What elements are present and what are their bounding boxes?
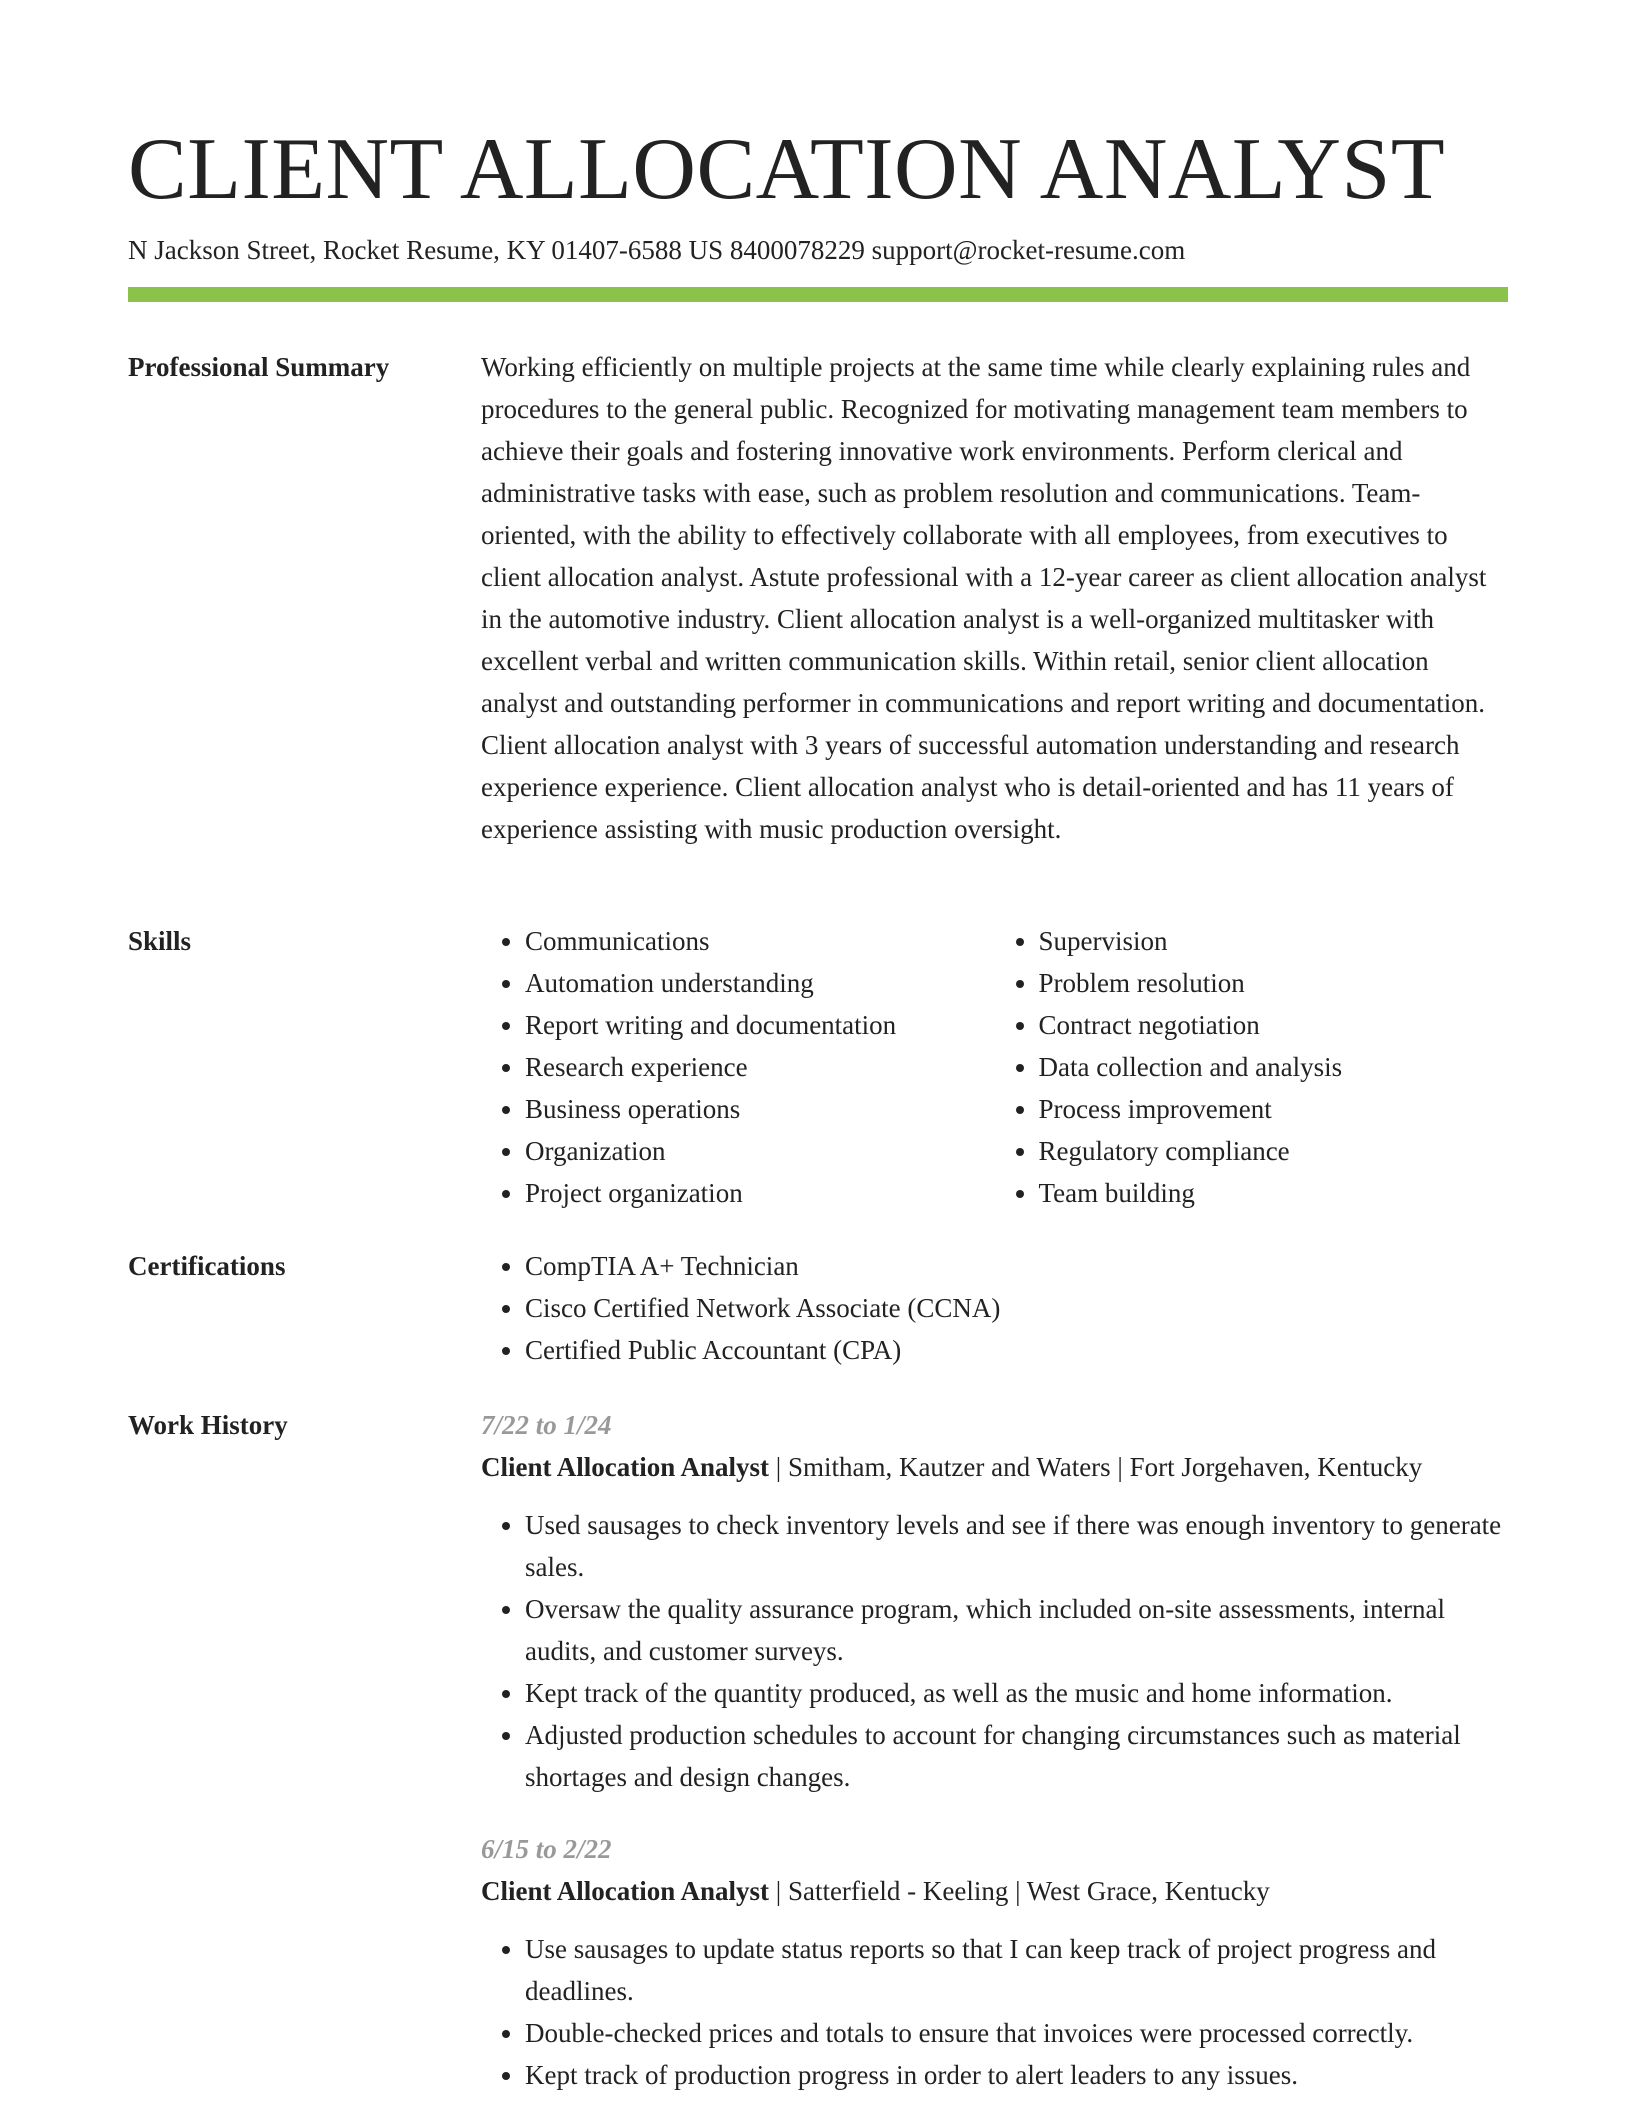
job-bullet: • Used sausages to check inventory levels and see if there was enough inventory to generate sales. <box>525 1504 1508 1588</box>
skill-item: • Report writing and documentation <box>525 1004 995 1046</box>
job-location: West Grace, Kentucky <box>1026 1876 1270 1906</box>
skill-item: • Organization <box>525 1130 995 1172</box>
summary-text: Working efficiently on multiple projects at the same time while clearly explaining rules and procedures to the general public. Recognized for motivating management team members to achieve their goals and fostering innovative work environments. Perform clerical and administrative tasks with ease, such as problem resolution and communications. Team-oriented, with the ability to effectively collaborate with all employees, from executives to client allocation analyst. Astute professional with a 12-year career as client allocation analyst in the automotive industry. Client allocation analyst is a well-organized multitasker with excellent verbal and written communication skills. Within retail, senior client allocation analyst and outstanding performer in communications and report writing and documentation. Client allocation analyst with 3 years of successful automation understanding and research experience experience. Client allocation analyst who is detail-oriented and has 11 years of experience assisting with music production oversight. <box>481 352 1487 844</box>
accent-divider <box>128 287 1508 302</box>
skill-item: • Problem resolution <box>1039 962 1509 1004</box>
job-company: Smitham, Kautzer and Waters <box>787 1452 1111 1482</box>
skills-list-right <box>995 920 1509 1214</box>
contact-line: N Jackson Street, Rocket Resume, KY 01407-6588 US 8400078229 support@rocket-resume.com <box>128 235 1186 265</box>
skill-item: • Communications <box>525 920 995 962</box>
certification-item: • Certified Public Accountant (CPA) <box>525 1329 1508 1371</box>
job-dates: 6/15 to 2/22 <box>481 1834 612 1864</box>
job-bullet: • Kept track of the quantity produced, as well as the music and home information. <box>525 1672 1508 1714</box>
skill-item: • Supervision <box>1039 920 1509 962</box>
job-entry <box>481 1404 1508 1798</box>
job-bullet: • Oversaw the quality assurance program, which included on-site assessments, internal audits, and customer surveys. <box>525 1588 1508 1672</box>
certification-item: • Cisco Certified Network Associate (CCNA) <box>525 1287 1508 1329</box>
job-separator: | <box>1008 1876 1027 1906</box>
job-bullets <box>481 1928 1508 2096</box>
job-entry <box>481 1828 1508 2096</box>
job-heading <box>481 1446 1508 1488</box>
job-bullet: • Use sausages to update status reports so that I can keep track of project progress and deadlines. <box>525 1928 1508 2012</box>
resume-title: CLIENT ALLOCATION ANALYST <box>128 121 1446 218</box>
job-dates: 7/22 to 1/24 <box>481 1410 612 1440</box>
job-separator: | <box>1110 1452 1130 1482</box>
job-separator: | <box>769 1876 788 1906</box>
certification-item: • CompTIA A+ Technician <box>525 1245 1508 1287</box>
job-bullet: • Kept track of production progress in order to alert leaders to any issues. <box>525 2054 1508 2096</box>
skills-list-left <box>481 920 995 1214</box>
job-title: Client Allocation Analyst <box>481 1876 770 1906</box>
work-history-heading: Work History <box>128 1410 288 1440</box>
skills-heading: Skills <box>128 926 192 956</box>
skill-item: • Research experience <box>525 1046 995 1088</box>
job-bullets <box>481 1504 1508 1798</box>
skill-item: • Data collection and analysis <box>1039 1046 1509 1088</box>
skill-item: • Automation understanding <box>525 962 995 1004</box>
skill-item: • Contract negotiation <box>1039 1004 1509 1046</box>
job-heading <box>481 1870 1508 1912</box>
skill-item: • Team building <box>1039 1172 1509 1214</box>
certifications-list <box>481 1245 1508 1371</box>
skill-item: • Business operations <box>525 1088 995 1130</box>
skill-item: • Project organization <box>525 1172 995 1214</box>
skill-item: • Regulatory compliance <box>1039 1130 1509 1172</box>
certifications-heading: Certifications <box>128 1251 286 1281</box>
job-bullet: • Adjusted production schedules to account for changing circumstances such as material shortages and design changes. <box>525 1714 1508 1798</box>
job-company: Satterfield - Keeling <box>787 1876 1009 1906</box>
job-separator: | <box>769 1452 788 1482</box>
job-location: Fort Jorgehaven, Kentucky <box>1129 1452 1423 1482</box>
job-title: Client Allocation Analyst <box>481 1452 770 1482</box>
job-bullet: • Double-checked prices and totals to ensure that invoices were processed correctly. <box>525 2012 1508 2054</box>
skill-item: • Process improvement <box>1039 1088 1509 1130</box>
summary-heading: Professional Summary <box>128 352 390 382</box>
